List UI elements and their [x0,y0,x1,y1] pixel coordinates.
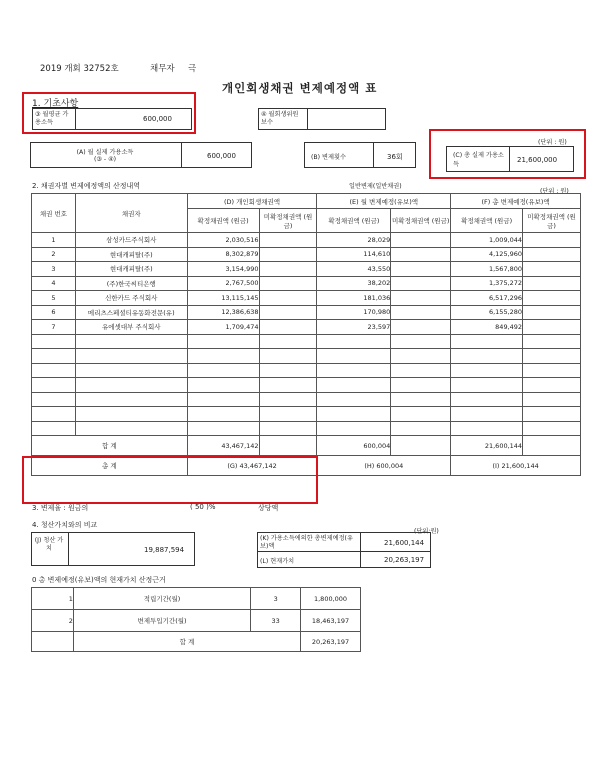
section2-title: 2. 채권자별 변제예정액의 산정내역 [32,182,141,190]
col-no: 채권 번호 [32,194,76,233]
f-unconfirmed: 미확정채권액 (원금) [523,209,581,233]
f-header: (F) 총 변제예정(유보)액 [451,194,581,209]
table-row: 1 삼성카드주식회사 2,030,516 28,029 1,009,044 [32,233,581,248]
highlight-monthly-income [22,92,196,134]
highlight-total-income [429,129,586,179]
total-i: (I) 21,600,144 [451,456,581,476]
table-row: 7 유에셋대부 주식회사 1,709,474 23,597 849,492 [32,320,581,335]
c-value: 21,600,000 [517,156,558,164]
k-label: (K) 가용소득에의한 총변제예정(유보)액 [260,535,353,550]
empty-row [32,349,581,364]
pv-sum-label: 합 계 [73,632,300,652]
a-sub: (③ - ④) [93,156,117,163]
trustee-fee-box [258,108,386,130]
table-row: 2 현대캐피탈(주) 8,302,879 114,610 4,125,960 [32,247,581,262]
b-count-box [304,142,416,168]
a-value: 600,000 [207,152,236,160]
unit-label-4: (단위:원) [414,528,439,535]
section2-subtitle: 일반변제(일반채권) [349,183,402,190]
a-label: (A) 월 실제 가용소득 [76,149,134,156]
table-row: 1 적립기간(월) 3 1,800,000 [32,588,361,610]
total-h: (H) 600,004 [317,456,451,476]
section3-rate: ( 50 )% [190,503,216,511]
d-header: (D) 개인회생채권액 [187,194,317,209]
a-income-box [30,142,252,168]
debtor-name: 극 [188,64,197,74]
table-row: 4 (주)한국씨티은행 2,767,500 38,202 1,375,272 [32,276,581,291]
total-g: (G) 43,467,142 [187,456,317,476]
empty-row [32,421,581,436]
sum-e: 600,004 [317,436,391,456]
debtor-label: 채무자 [150,64,175,74]
creditor-table [31,193,581,476]
empty-row [32,363,581,378]
j-value-box [31,532,195,566]
monthly-income-label: ③ 월평균 가용소득 [35,111,69,126]
table-row: 6 메리츠스페셜티유동화전문(유) 12,386,638 170,980 6,155,280 [32,305,581,320]
b-label: (B) 변제횟수 [311,154,346,161]
empty-row [32,378,581,393]
monthly-income-value: 600,000 [143,115,172,123]
b-value: 36회 [387,153,403,161]
e-unconfirmed: 미확정채권액 (원금) [391,209,451,233]
case-number: 2019 개회 32752호 [40,64,119,74]
f-confirmed: 확정채권액 (원금) [451,209,523,233]
section1-title: 1. 기초사항 [32,99,79,109]
j-value: 19,887,594 [144,546,185,554]
l-value: 20,263,197 [384,556,425,564]
table-row: 5 신한카드 주식회사 13,115,145 181,036 6,517,296 [32,291,581,306]
sum-f: 21,600,144 [451,436,523,456]
section5-title: 0 총 변제예정(유보)액의 현재가치 산정근거 [32,576,166,584]
table-row: 2 변제투입기간(월) 33 18,463,197 [32,610,361,632]
e-confirmed: 확정채권액 (원금) [317,209,391,233]
d-unconfirmed: 미확정채권액 (원금) [259,209,317,233]
document-title: 개인회생채권 변제예정액 표 [222,81,378,95]
sum-row [32,632,361,652]
k-value: 21,600,144 [384,539,425,547]
empty-row [32,407,581,422]
section3-suffix: 상당액 [258,504,279,512]
j-label: (J) 청산 가치 [34,537,64,552]
pv-sum-value: 20,263,197 [301,632,361,652]
sum-label: 합 계 [32,436,188,456]
highlight-totals [22,456,318,504]
table-row: 3 현대캐피탈(주) 3,154,990 43,550 1,567,800 [32,262,581,277]
section4-title: 4. 청산가치와의 비교 [32,521,98,529]
empty-row [32,334,581,349]
trustee-fee-label: ④ 월회생위원 보수 [261,111,299,126]
e-header: (E) 월 변제예정(유보)액 [317,194,451,209]
col-creditor: 채권자 [75,194,187,233]
c-label: (C) 총 실제 가용소득 [453,152,504,168]
total-label: 총 계 [32,456,188,476]
kl-box [257,532,431,568]
unit-label-2: (단위 : 원) [540,188,569,195]
sum-row [32,436,581,456]
sum-d: 43,467,142 [187,436,259,456]
present-value-table [31,587,361,652]
l-label: (L) 현재가치 [260,558,295,565]
d-confirmed: 확정채권액 (원금) [187,209,259,233]
empty-row [32,392,581,407]
unit-label-1: (단위 : 원) [538,139,567,146]
section3-label: 3. 변제율 : 원금의 [32,504,89,512]
